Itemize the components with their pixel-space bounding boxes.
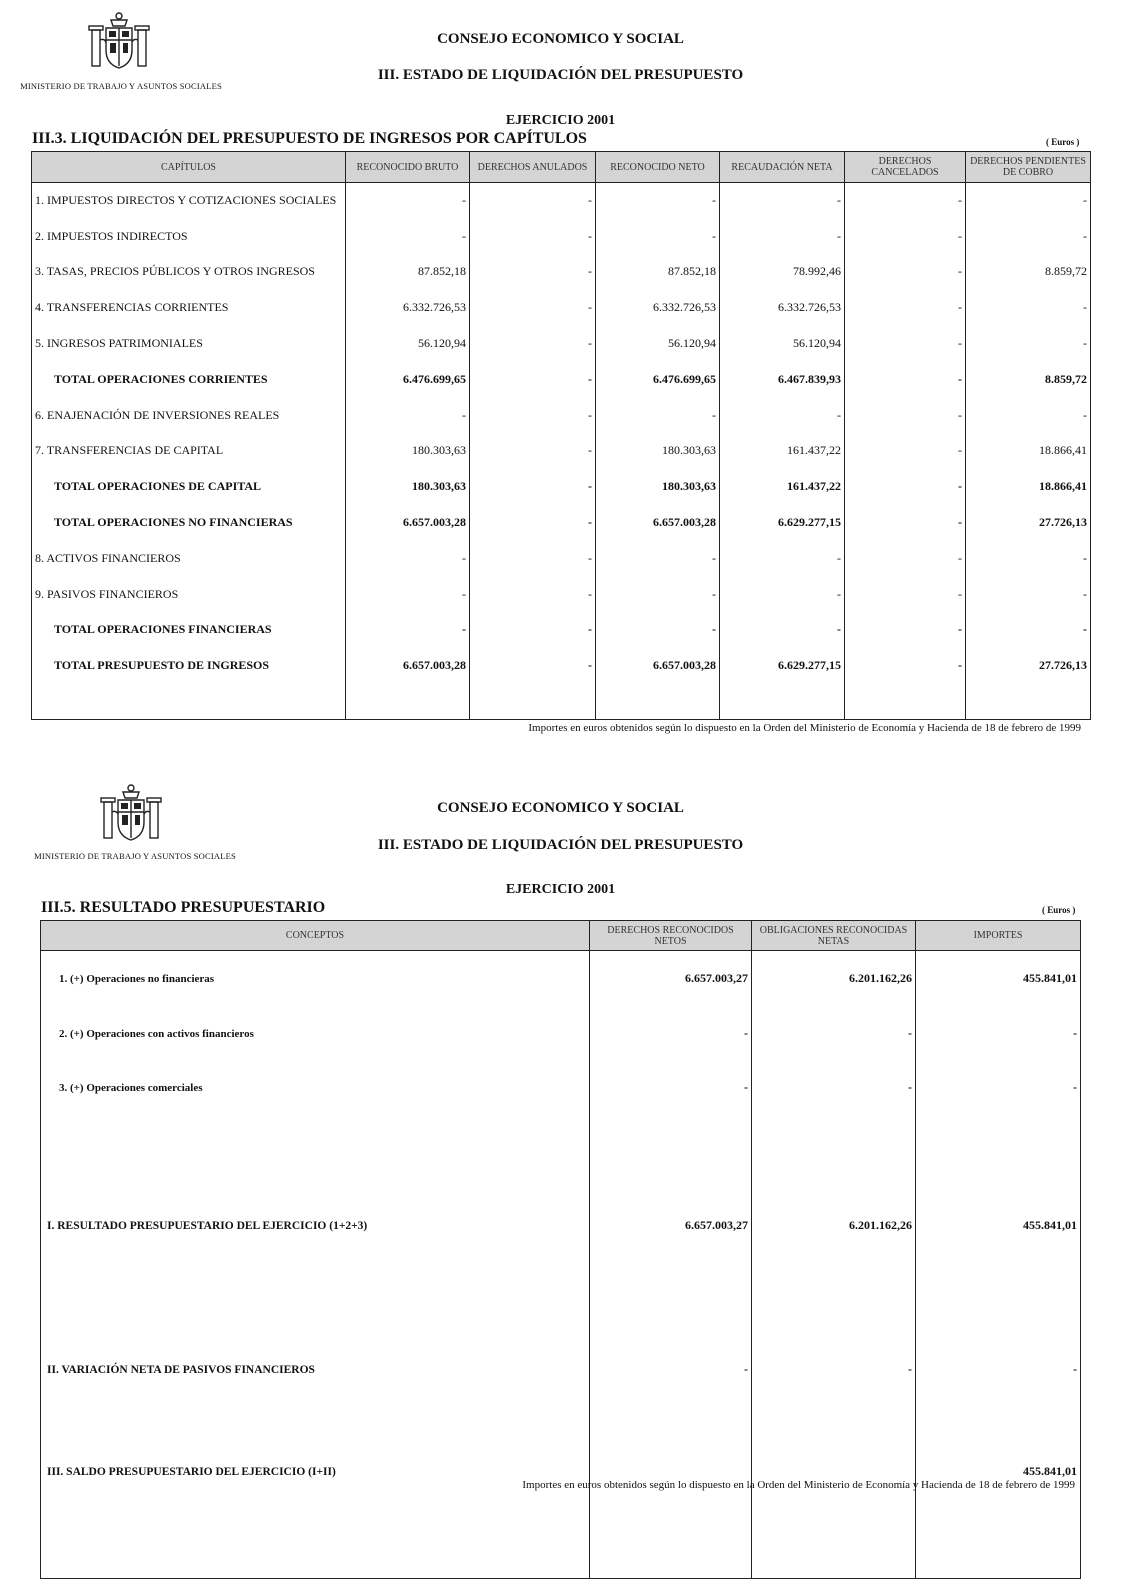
row-value: -	[470, 469, 596, 505]
table-row	[32, 576, 1091, 612]
row-value: -	[845, 505, 966, 541]
row-value: -	[470, 183, 596, 219]
row-value: 56.120,94	[346, 326, 470, 362]
header-reconocido-neto: RECONOCIDO NETO	[596, 152, 720, 183]
table-row	[41, 1337, 1081, 1403]
row-value: 78.992,46	[720, 254, 845, 290]
org-title: CONSEJO ECONOMICO Y SOCIAL	[437, 800, 684, 816]
row-value: -	[346, 183, 470, 219]
row-value: 180.303,63	[596, 433, 720, 469]
row-label: 5. INGRESOS PATRIMONIALES	[32, 326, 346, 362]
row-value: 6.476.699,65	[596, 361, 720, 397]
row-value: 6.657.003,27	[590, 1115, 752, 1337]
page-section-1	[0, 0, 1121, 760]
header-derechos-cancelados: DERECHOS CANCELADOS	[845, 152, 966, 183]
table-row	[41, 951, 1081, 1007]
row-value: 161.437,22	[720, 433, 845, 469]
row-value: -	[590, 1337, 752, 1403]
page-section-2	[0, 770, 1121, 1510]
row-value: -	[916, 1337, 1081, 1403]
row-value: 18.866,41	[966, 433, 1091, 469]
doc-title: III. ESTADO DE LIQUIDACIÓN DEL PRESUPUESTO	[377, 837, 744, 853]
row-value: 6.332.726,53	[596, 290, 720, 326]
row-value: -	[916, 1007, 1081, 1061]
table1-body	[32, 183, 1091, 720]
row-value: -	[845, 183, 966, 219]
row-value: -	[346, 612, 470, 648]
row-value: -	[470, 648, 596, 684]
row-label: 2. (+) Operaciones con activos financieros	[41, 1007, 590, 1061]
row-value: 6.657.003,28	[346, 648, 470, 684]
row-value: 18.866,41	[966, 469, 1091, 505]
row-value: -	[752, 1007, 916, 1061]
header-pendientes-cobro: DERECHOS PENDIENTES DE COBRO	[966, 152, 1091, 183]
row-value: -	[470, 290, 596, 326]
row-value: -	[346, 576, 470, 612]
row-value: -	[845, 218, 966, 254]
row-value: -	[470, 361, 596, 397]
header-importes: IMPORTES	[916, 921, 1081, 951]
empty-cell	[916, 1541, 1081, 1579]
row-value: 6.467.839,93	[720, 361, 845, 397]
row-value: -	[590, 1007, 752, 1061]
table2-title: III.5. RESULTADO PRESUPUESTARIO	[41, 899, 326, 916]
empty-cell	[752, 1541, 916, 1579]
row-value: -	[845, 433, 966, 469]
table-row	[32, 433, 1091, 469]
row-label: 3. (+) Operaciones comerciales	[41, 1061, 590, 1115]
row-label: 1. (+) Operaciones no financieras	[41, 951, 590, 1007]
empty-cell	[590, 1541, 752, 1579]
table-row	[32, 254, 1091, 290]
header-recaudacion-neta: RECAUDACIÓN NETA	[720, 152, 845, 183]
row-value: 8.859,72	[966, 254, 1091, 290]
row-value: -	[845, 326, 966, 362]
row-value: 6.657.003,28	[346, 505, 470, 541]
row-value: -	[720, 397, 845, 433]
org-title: CONSEJO ECONOMICO Y SOCIAL	[437, 31, 684, 47]
row-value: -	[470, 612, 596, 648]
row-value: 455.841,01	[916, 1403, 1081, 1541]
table-row-empty	[41, 1541, 1081, 1579]
row-value: -	[720, 218, 845, 254]
footnote-1: Importes en euros obtenidos según lo dispuesto en la Orden del Ministerio de Economía y Hacienda de 18 de febrero de 1999	[528, 722, 1081, 734]
empty-cell	[720, 684, 845, 720]
row-label: 3. TASAS, PRECIOS PÚBLICOS Y OTROS INGRESOS	[32, 254, 346, 290]
row-value: -	[966, 290, 1091, 326]
row-value: -	[470, 505, 596, 541]
row-value: -	[845, 612, 966, 648]
row-label: 4. TRANSFERENCIAS CORRIENTES	[32, 290, 346, 326]
ministry-label: MINISTERIO DE TRABAJO Y ASUNTOS SOCIALES	[20, 81, 222, 91]
row-label: TOTAL OPERACIONES FINANCIERAS	[32, 612, 346, 648]
table-row	[41, 1061, 1081, 1115]
row-value: -	[596, 540, 720, 576]
row-label: II. VARIACIÓN NETA DE PASIVOS FINANCIEROS	[41, 1337, 590, 1403]
row-value: -	[916, 1061, 1081, 1115]
row-value: -	[596, 218, 720, 254]
row-value: -	[720, 183, 845, 219]
row-value: -	[346, 218, 470, 254]
row-value: 455.841,01	[916, 951, 1081, 1007]
table-row	[41, 1007, 1081, 1061]
row-value: -	[966, 218, 1091, 254]
table-row	[32, 183, 1091, 219]
table2-header-row	[41, 921, 1081, 951]
row-label: 1. IMPUESTOS DIRECTOS Y COTIZACIONES SOCIALES	[32, 183, 346, 219]
row-value: -	[845, 469, 966, 505]
row-value: -	[845, 254, 966, 290]
table-row-empty	[32, 684, 1091, 720]
empty-cell	[470, 684, 596, 720]
row-value: 27.726,13	[966, 648, 1091, 684]
row-value: -	[966, 397, 1091, 433]
row-value: -	[346, 540, 470, 576]
row-value: -	[590, 1061, 752, 1115]
header-derechos-reconocidos: DERECHOS RECONOCIDOS NETOS	[590, 921, 752, 951]
row-label: 9. PASIVOS FINANCIEROS	[32, 576, 346, 612]
row-label: 7. TRANSFERENCIAS DE CAPITAL	[32, 433, 346, 469]
row-label: III. SALDO PRESUPUESTARIO DEL EJERCICIO (I+II)	[41, 1403, 590, 1541]
row-value: 27.726,13	[966, 505, 1091, 541]
table-row	[32, 218, 1091, 254]
row-label: TOTAL OPERACIONES DE CAPITAL	[32, 469, 346, 505]
table-row	[32, 397, 1091, 433]
header-conceptos: CONCEPTOS	[41, 921, 590, 951]
table1-header-row	[32, 152, 1091, 183]
row-label: TOTAL PRESUPUESTO DE INGRESOS	[32, 648, 346, 684]
row-value: 6.201.162,26	[752, 951, 916, 1007]
table-row	[32, 612, 1091, 648]
row-label: I. RESULTADO PRESUPUESTARIO DEL EJERCICIO (1+2+3)	[41, 1115, 590, 1337]
row-value: -	[845, 540, 966, 576]
row-value: 6.332.726,53	[346, 290, 470, 326]
row-value: 180.303,63	[346, 433, 470, 469]
table-row	[32, 361, 1091, 397]
row-value: -	[470, 433, 596, 469]
row-value: -	[596, 397, 720, 433]
row-label: TOTAL OPERACIONES CORRIENTES	[32, 361, 346, 397]
row-value: -	[346, 397, 470, 433]
row-value: -	[966, 576, 1091, 612]
row-value: -	[470, 397, 596, 433]
row-value: 6.332.726,53	[720, 290, 845, 326]
row-value: 8.859,72	[966, 361, 1091, 397]
row-label: 6. ENAJENACIÓN DE INVERSIONES REALES	[32, 397, 346, 433]
row-label: 8. ACTIVOS FINANCIEROS	[32, 540, 346, 576]
row-value: 6.201.162,26	[752, 1115, 916, 1337]
row-value: -	[966, 612, 1091, 648]
row-value: -	[845, 361, 966, 397]
row-value: -	[966, 183, 1091, 219]
row-value: -	[470, 218, 596, 254]
row-value: -	[845, 648, 966, 684]
header-capitulos: CAPÍTULOS	[32, 152, 346, 183]
row-value: -	[966, 326, 1091, 362]
row-value: -	[596, 612, 720, 648]
units-label: ( Euros )	[1046, 137, 1080, 147]
empty-cell	[32, 684, 346, 720]
table-row	[32, 505, 1091, 541]
table-row	[32, 540, 1091, 576]
row-value: -	[470, 540, 596, 576]
row-value: 56.120,94	[720, 326, 845, 362]
ejercicio-label: EJERCICIO 2001	[505, 882, 616, 897]
row-value: -	[470, 576, 596, 612]
row-value: -	[720, 612, 845, 648]
header-derechos-anulados: DERECHOS ANULADOS	[470, 152, 596, 183]
units-label: ( Euros )	[1042, 905, 1076, 915]
empty-cell	[596, 684, 720, 720]
row-value: 6.657.003,28	[596, 648, 720, 684]
header-obligaciones-reconocidas: OBLIGACIONES RECONOCIDAS NETAS	[752, 921, 916, 951]
row-value: 6.657.003,28	[596, 505, 720, 541]
row-value: -	[845, 290, 966, 326]
table-row	[32, 326, 1091, 362]
row-value: 180.303,63	[596, 469, 720, 505]
header-reconocido-bruto: RECONOCIDO BRUTO	[346, 152, 470, 183]
doc-title: III. ESTADO DE LIQUIDACIÓN DEL PRESUPUESTO	[377, 67, 744, 83]
row-value: 161.437,22	[720, 469, 845, 505]
row-value: -	[752, 1061, 916, 1115]
row-label: TOTAL OPERACIONES NO FINANCIERAS	[32, 505, 346, 541]
table1-title: III.3. LIQUIDACIÓN DEL PRESUPUESTO DE INGRESOS POR CAPÍTULOS	[32, 130, 587, 147]
row-value: 56.120,94	[596, 326, 720, 362]
row-value: 455.841,01	[916, 1115, 1081, 1337]
row-value: -	[966, 540, 1091, 576]
empty-cell	[41, 1541, 590, 1579]
row-value: -	[720, 540, 845, 576]
row-value: -	[596, 576, 720, 612]
ministry-label: MINISTERIO DE TRABAJO Y ASUNTOS SOCIALES	[34, 851, 236, 861]
footnote-2: Importes en euros obtenidos según lo dispuesto en la Orden del Ministerio de Economía y Hacienda de 18 de febrero de 1999	[522, 1479, 1075, 1491]
row-value: 6.657.003,27	[590, 951, 752, 1007]
empty-cell	[845, 684, 966, 720]
row-value: -	[752, 1337, 916, 1403]
row-value: -	[596, 183, 720, 219]
ingresos-table	[31, 151, 1091, 720]
row-value: 180.303,63	[346, 469, 470, 505]
row-value: 87.852,18	[596, 254, 720, 290]
row-value: 6.629.277,15	[720, 505, 845, 541]
ejercicio-label: EJERCICIO 2001	[505, 113, 616, 128]
table-row	[32, 469, 1091, 505]
empty-cell	[346, 684, 470, 720]
row-label: 2. IMPUESTOS INDIRECTOS	[32, 218, 346, 254]
table-row	[32, 648, 1091, 684]
empty-cell	[966, 684, 1091, 720]
table-row	[41, 1115, 1081, 1337]
row-value: 6.476.699,65	[346, 361, 470, 397]
row-value: -	[845, 576, 966, 612]
row-value: -	[845, 397, 966, 433]
row-value: 87.852,18	[346, 254, 470, 290]
row-value: -	[470, 254, 596, 290]
row-value: -	[470, 326, 596, 362]
row-value: -	[720, 576, 845, 612]
row-value: 6.629.277,15	[720, 648, 845, 684]
table-row	[32, 290, 1091, 326]
